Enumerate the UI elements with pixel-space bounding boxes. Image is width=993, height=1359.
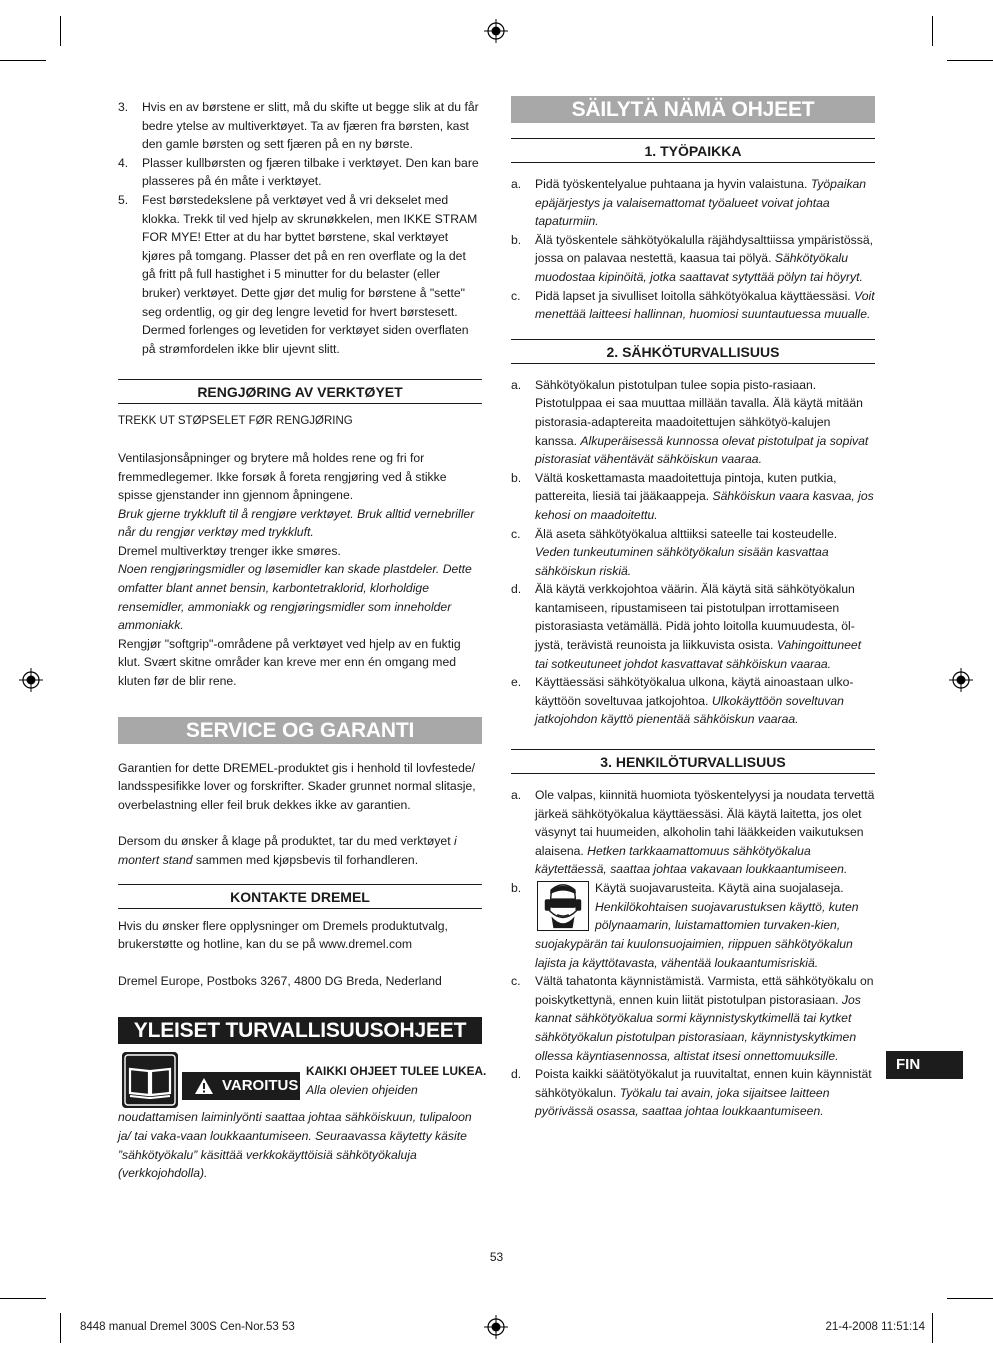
registration-mark-icon — [484, 19, 508, 43]
list-item: b. Vältä koskettamasta maadoitettuja pintoja, kuten putkia, pattereita, liesiä tai jääkaappeja. Sähköiskun vaara kasvaa, jos kehosi on maadoitettu. — [511, 470, 874, 522]
warning-label: VAROITUS — [182, 1072, 300, 1100]
registration-mark-icon — [19, 668, 43, 692]
crop-mark — [932, 16, 933, 46]
crop-mark — [932, 1313, 933, 1343]
warning-paragraph: noudattamisen laiminlyönti saattaa johtaa sähköiskuun, tulipaloon ja/ tai vaka-vaan loukkaantumiseen. Seuraavassa käytetty käsite ”sähkötyökalu” käsittää verkkokäyttöisiä sähkötyökaluja (verkkojohdolla). — [118, 1110, 472, 1181]
contact-address: Dremel Europe, Postboks 3267, 4800 DG Breda, Nederland — [118, 973, 442, 988]
left-column — [118, 98, 487, 1183]
personal-safety-list — [511, 786, 875, 1121]
language-tab: FIN — [886, 1051, 963, 1079]
list-item: a. Ole valpas, kiinnitä huomiota työskentelyysi ja noudata tervettä järkeä sähkötyökalua käyttäessäsi. Älä käytä laitetta, jos olet väsynyt tai huumeiden, alkoholin tahi lääkkeiden vaikutuksen alaisena. Hetken tarkkaamattomuus sähkötyökalua käytettäessä, saattaa johtaa vakavaan loukkaantumiseen. — [511, 788, 875, 877]
safety-goggles-icon — [537, 881, 589, 931]
list-item: 4. Plasser kullbørsten og fjæren tilbake i verktøyet. Den kan bare plasseres på én måte i verktøyet. — [118, 155, 479, 189]
electrical-list — [511, 376, 875, 729]
list-item: a. Pidä työskentelyalue puhtaana ja hyvin valaistuna. Työpaikan epäjärjestys ja valaisemattomat työalueet voivat johtaa tapaturmiin. — [511, 177, 867, 229]
keep-instructions-heading-bar: SÄILYTÄ NÄMÄ OHJEET — [511, 96, 875, 123]
electrical-heading: 2. SÄHKÖTURVALLISUUS — [511, 339, 875, 364]
list-item: d. Poista kaikki säätötyökalut ja ruuvitaltat, ennen kuin käynnistät sähkötyökalun. Työkalu tai avain, joka sijaitsee laitteen pyörivässä osassa, saattaa johtaa loukkaantumiseen. — [511, 1067, 872, 1119]
step-text: Fest børstedekslene på verktøyet ved å vri dekselet med klokka. Trekk til ved hjelp av skrunøkkelen, men IKKE STRAM FOR MYE! Etter at du har byttet børstene, skal verktøyet kjøres på tomgang. Plasser det på en ren overflate og la det gå fritt på full hastighet i 5 minutter for du belaster (eller bruker) verktøyet. Dette gjør det mulig for børstene å "sette" seg ordentlig, og gir deg lengre levetid for hvert børstesett. Dermed forlenges og levetiden for verktøyet siden overflaten på strømfordelen ikke blir ujevnt slitt. — [142, 192, 478, 356]
list-item: c. Vältä tahatonta käynnistämistä. Varmista, että sähkötyökalu on poiskytkettynä, ennen kuin liität pistotulpan pistorasiaan. Jos kannat sähkötyökalua sormi käynnistyskytkimellä tai kytket sähkötyökalun pistotulpan pistorasiaan, käynnistyskytkimen ollessa käyntiasennossa, altistat itsesi onnettomuuksille. — [511, 974, 874, 1063]
crop-mark — [0, 1298, 46, 1299]
workplace-list — [511, 175, 875, 324]
crop-mark — [60, 1313, 61, 1343]
cleaning-paragraph: Dremel multiverktøy trenger ikke smøres. — [118, 543, 341, 558]
cleaning-paragraph-italic: Noen rengjøringsmidler og løsemidler kan skade plastdeler. Dette omfatter blant annet bensin, karbontetraklorid, klorholdige rensemidler, ammoniakk og rengjøringsmidler som inneholder ammoniakk. — [118, 562, 472, 633]
list-item: 5. Fest børstedekslene på verktøyet ved å vri dekselet med klokka. Trekk til ved hjelp av skrunøkkelen, men IKKE STRAM FOR MYE! Etter at du har byttet børstene, skal verktøyet kjøres på tomgang. Plasser det på en ren overflate og la det gå fritt på full hastighet i 5 minutter for du belaster (eller bruker) verktøyet. Dette gjør det mulig for børstene å "sette" seg ordentlig, og gir deg lengre levetid for hvert børstesett. Dermed forlenges og levetiden for verktøyet siden overflaten på strømfordelen ikke blir ujevnt slitt. — [118, 192, 478, 356]
manual-book-icon — [122, 1052, 178, 1108]
crop-mark — [947, 60, 993, 61]
workplace-heading: 1. TYÖPAIKKA — [511, 138, 875, 163]
list-item: c. Pidä lapset ja sivulliset loitolla sähkötyökalua käyttäessäsi. Voit menettää laitteesi hallinnan, huomiosi suuntautuessa muualle. — [511, 288, 875, 322]
goggles-row: b. Käytä suojavarusteita. Käytä aina suojalaseja. Henkilökohtaisen suojavarustuksen käyttö, kuten pölynaamarin, luistamattomien turvaken-kien, — [511, 879, 875, 935]
general-safety-heading-bar: YLEISET TURVALLISUUSOHJEET — [118, 1017, 482, 1044]
cleaning-paragraph-italic: Bruk gjerne trykkluft til å rengjøre verktøyet. Bruk alltid vernebriller når du rengjør verktøy med trykkluft. — [118, 506, 475, 540]
step-text: Hvis en av børstene er slitt, må du skifte ut begge slik at du får bedre ytelse av multiverktøyet. Ta av fjæren fra børsten, kast den gamle børsten og sett fjæren på en ny børste. — [142, 100, 479, 152]
list-item: b. Älä työskentele sähkötyökalulla räjähdysalttiissa ympäristössä, jossa on palavaa nestettä, kaasua tai pölyä. Sähkötyökalu muodostaa kipinöitä, jotka saattavat sytyttää pölyn tai höyryt. — [511, 232, 874, 284]
list-item: a. Sähkötyökalun pistotulpan tulee sopia pisto-rasiaan. Pistotulppaa ei saa muuttaa millään tavalla. Älä käytä mitään pistorasia-adaptereita maadoitettujen sähkötyö-kalujen kanssa. Alkuperäisessä kunnossa olevat pistotulpat ja sopivat pistorasiat vähentävät sähköiskun vaaraa. — [511, 377, 869, 467]
registration-mark-icon — [484, 1315, 508, 1339]
warning-block — [118, 1052, 487, 1108]
brush-steps-list — [118, 98, 482, 358]
contact-paragraph: Hvis du ønsker flere opplysninger om Dremels produktutvalg, brukerstøtte og hotline, kan du se på www.dremel.com — [118, 918, 448, 952]
list-item: c. Älä aseta sähkötyökalua alttiiksi sateelle tai kosteudelle. Veden tunkeutuminen sähkötyökalun sisään kasvattaa sähköiskun riskiä. — [511, 526, 838, 578]
personal-safety-heading: 3. HENKILÖTURVALLISUUS — [511, 749, 875, 774]
cleaning-heading: RENGJØRING AV VERKTØYET — [118, 379, 482, 404]
contact-heading: KONTAKTE DREMEL — [118, 884, 482, 909]
warning-italic-text: Alla olevien ohjeiden — [306, 1083, 418, 1098]
step-text: Plasser kullbørsten og fjæren tilbake i verktøyet. Den kan bare plasseres på én måte i verktøyet. — [142, 155, 479, 189]
registration-mark-icon — [949, 668, 973, 692]
warning-bold-text: KAIKKI OHJEET TULEE LUKEA. — [306, 1064, 487, 1079]
goggles-text: Käytä suojavarusteita. Käytä aina suojalaseja. Henkilökohtaisen suojavarustuksen käyttö, kuten pölynaamarin, luistamattomien turvaken-kien, — [595, 881, 859, 933]
list-item: e. Käyttäessäsi sähkötyökalua ulkona, käytä ainoastaan ulko-käyttöön soveltuvaa jatkojohtoa. Ulkokäyttöön soveltuvan jatkojohdon käyttö pienentää sähköiskun vaaraa. — [511, 675, 854, 727]
unplug-notice: TREKK UT STØPSELET FØR RENGJØRING — [118, 415, 353, 428]
service-paragraph: Garantien for dette DREMEL-produktet gis i henhold til lovfestede/ landsspesifikke lover og forskrifter. Skader grunnet normal slitasje, overbelastning eller feil bruk dekkes ikke av garantien. — [118, 760, 476, 812]
list-item: b. Käytä suojavarusteita. Käytä aina suojalaseja. Henkilökohtaisen suojavarustuksen käyttö, kuten pölynaamarin, luistamattomien turvaken-kien, suojakypärän tai kuulonsuojaimien, riippuen sähkötyökalun lajista ja käyttötavasta, vähentää loukaantumisriskiä. — [511, 879, 875, 972]
right-column — [511, 96, 875, 1121]
cleaning-paragraph: Ventilasjonsåpninger og brytere må holdes rene og fri for fremmedlegemer. Ikke forsøk å foreta rengjøring ved å stikke spisse gjenstander inn gjennom åpningene. — [118, 450, 447, 503]
list-item: 3. Hvis en av børstene er slitt, må du skifte ut begge slik at du får bedre ytelse av multiverktøyet. Ta av fjæren fra børsten, kast den gamle børsten og sett fjæren på en ny børste. — [118, 100, 479, 152]
crop-mark — [60, 16, 61, 46]
warning-triangle-icon — [194, 1077, 214, 1095]
list-item: d. Älä käytä verkkojohtoa väärin. Älä käytä sitä sähkötyökalun kantamiseen, ripustamiseen tai pistotulpan irrottamiseen pistorasiasta vetämällä. Pidä johto loitolla kuumuudesta, öl-jystä, terävistä reunoista ja liikkuvista osista. Vahingoittuneet tai sotkeutuneet johdot kasvattavat sähköiskun vaaraa. — [511, 582, 862, 671]
cleaning-paragraph: Rengjør "softgrip"-områdene på verktøyet ved hjelp av en fuktig klut. Svært skitne områder kan kreve mer enn én omgang med kluten før de blir rene. — [118, 636, 461, 689]
crop-mark — [0, 60, 46, 61]
footer-right: 21-4-2008 11:51:14 — [825, 1321, 925, 1333]
service-paragraph: Dersom du ønsker å klage på produktet, tar du med verktøyet i montert stand sammen med kjøpsbevis til forhandleren. — [118, 834, 457, 867]
crop-mark — [947, 1298, 993, 1299]
page-number: 53 — [489, 1250, 504, 1264]
service-heading-bar: SERVICE OG GARANTI — [118, 717, 482, 744]
footer-left: 8448 manual Dremel 300S Cen-Nor.53 53 — [80, 1321, 295, 1333]
